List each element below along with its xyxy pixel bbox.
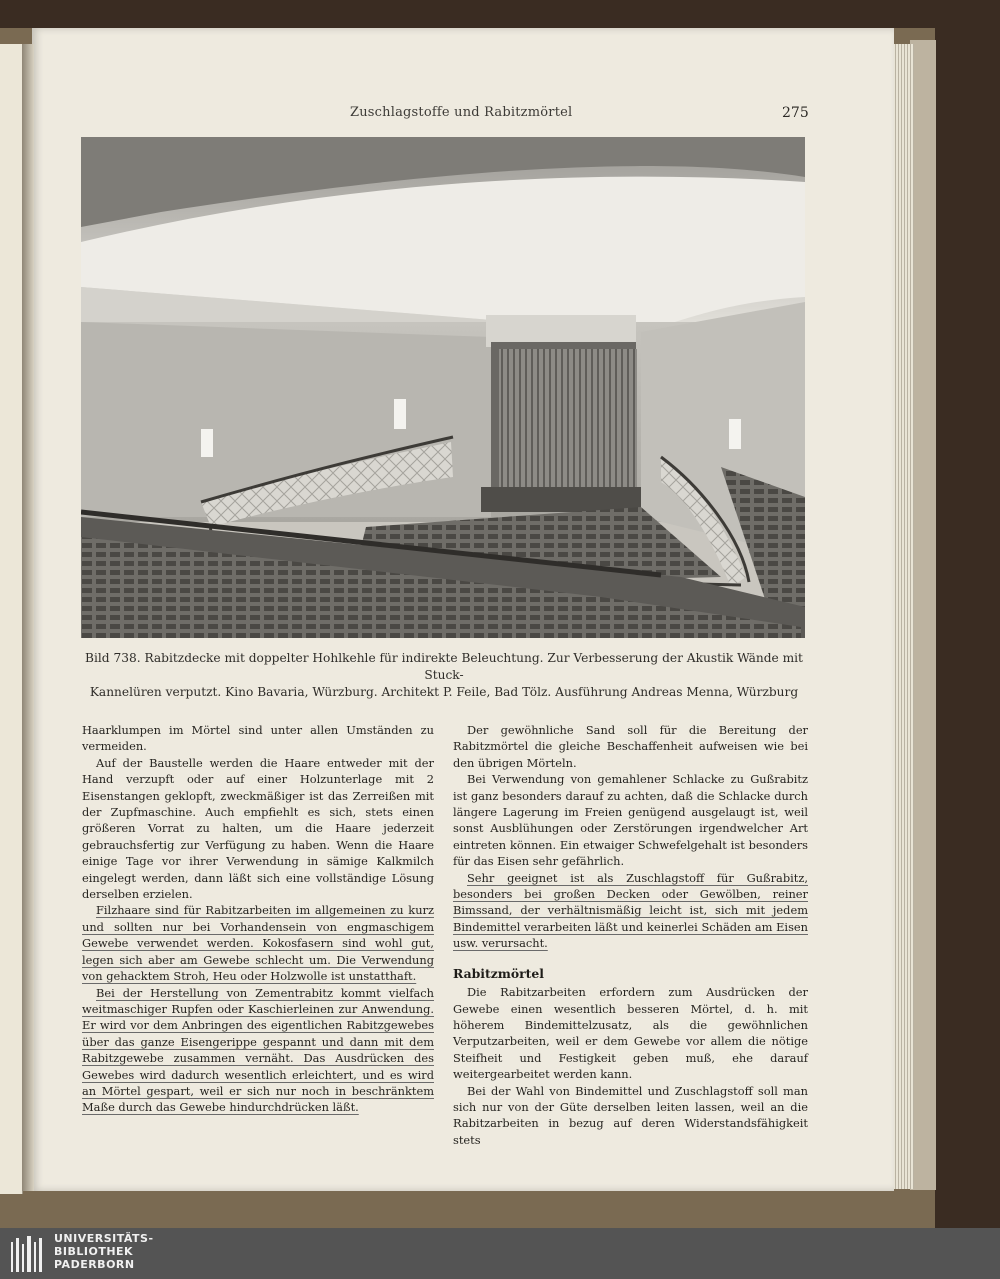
caption-line-1: Bild 738. Rabitzdecke mit doppelter Hohlkehle für indirekte Beleuchtung. Zur Verbesserung der Akustik Wände mit Stuck- <box>85 651 803 682</box>
left-page-edge <box>0 44 23 1194</box>
library-footer-bar <box>0 1228 1000 1279</box>
library-name <box>54 1232 154 1271</box>
page-number: 275 <box>782 105 809 121</box>
paragraph: Auf der Baustelle werden die Haare entweder mit der Hand verzupft oder auf einer Holzunterlage mit 2 Eisenstangen geklopft, zweckmäßiger ist das Zerreißen mit der Zupfmaschine. Auch empfiehlt es sich, stets einen größeren Vorrat zu halten, um die Haare jederzeit gebrauchsfertig zur Verfügung zu haben. Wenn die Haare einige Tage vor ihrer Verwendung in sämige Kalkmilch eingelegt werden, dann läßt sich eine vollständige Lösung derselben erzielen. <box>82 755 434 902</box>
caption-line-2: Kannelüren verputzt. Kino Bavaria, Würzburg. Architekt P. Feile, Bad Tölz. Ausführung Andreas Menna, Würzburg <box>89 685 799 699</box>
cinema-photo-illustration <box>81 137 805 638</box>
paragraph: Bei Verwendung von gemahlener Schlacke zu Gußrabitz ist ganz besonders darauf zu achten, daß die Schlacke durch längere Lagerung im Freien genügend ausgelaugt ist, weil sonst Ausblühungen oder Zerstörungen irgendwelcher Art eintreten können. Ein etwaiger Schwefelgehalt ist besonders für das Eisen sehr gefährlich. <box>453 772 808 869</box>
left-text-column <box>82 722 434 1116</box>
library-name-line: PADERBORN <box>54 1258 135 1271</box>
library-logo-icon <box>8 1234 46 1274</box>
cinema-photograph <box>81 137 805 638</box>
paragraph: Haarklumpen im Mörtel sind unter allen Umständen zu vermeiden. <box>82 723 434 754</box>
library-name-line: UNIVERSITÄTS- <box>54 1232 154 1245</box>
paragraph: Die Rabitzarbeiten erfordern zum Ausdrücken der Gewebe einen wesentlich besseren Mörtel, d. h. mit höherem Bindemittelzusatz, als die gewöhnlichen Verputzarbeiten, weil er dem Gewebe vor allem die nötige Steifheit und Festigkeit geben muß, ehe darauf weitergearbeitet werden kann. <box>453 985 808 1082</box>
page-gutter <box>22 44 34 1191</box>
paragraph-underlined: Filzhaare sind für Rabitzarbeiten im allgemeinen zu kurz und sollten nur bei Vorhandensein von engmaschigem Gewebe verwendet werden. Kokosfasern sind wohl gut, legen sich aber am Gewebe schlecht um. Die Verwendung von gehacktem Stroh, Heu oder Holzwolle ist unstatthaft. <box>82 903 434 984</box>
paragraph-underlined: Bei der Herstellung von Zementrabitz kommt vielfach weitmaschiger Rupfen oder Kaschierleinen zur Anwendung. Er wird vor dem Anbringen des eigentlichen Rabitzgewebes über das ganze Eisengerippe gespannt und dann mit dem Rabitzgewebe zusammen vernäht. Das Ausdrücken des Gewebes wird dadurch wesentlich erleichtert, und es wird an Mörtel gespart, weil er sich nur noch in beschränktem Maße durch das Gewebe hindurchdrücken läßt. <box>82 985 434 1115</box>
right-text-column <box>453 722 808 1148</box>
section-heading: Rabitzmörtel <box>453 965 544 981</box>
library-name-line: BIBLIOTHEK <box>54 1245 134 1258</box>
paragraph: Bei der Wahl von Bindemittel und Zuschlagstoff soll man sich nur von der Güte derselben leiten lassen, weil an die Rabitzarbeiten in bezug auf deren Widerstandsfähigkeit stets <box>453 1083 808 1147</box>
figure-caption <box>82 650 806 701</box>
paragraph-underlined: Sehr geeignet ist als Zuschlagstoff für Gußrabitz, besonders bei großen Decken oder Gewölben, reiner Bimssand, der verhältnismäßig leicht ist, sich mit jedem Bindemittel verarbeiten läßt und keinerlei Schäden am Eisen usw. verursacht. <box>453 870 808 951</box>
running-title: Zuschlagstoffe und Rabitzmörtel <box>350 105 573 120</box>
paragraph: Der gewöhnliche Sand soll für die Bereitung der Rabitzmörtel die gleiche Beschaffenheit aufweisen wie bei den übrigen Mörteln. <box>453 723 808 770</box>
